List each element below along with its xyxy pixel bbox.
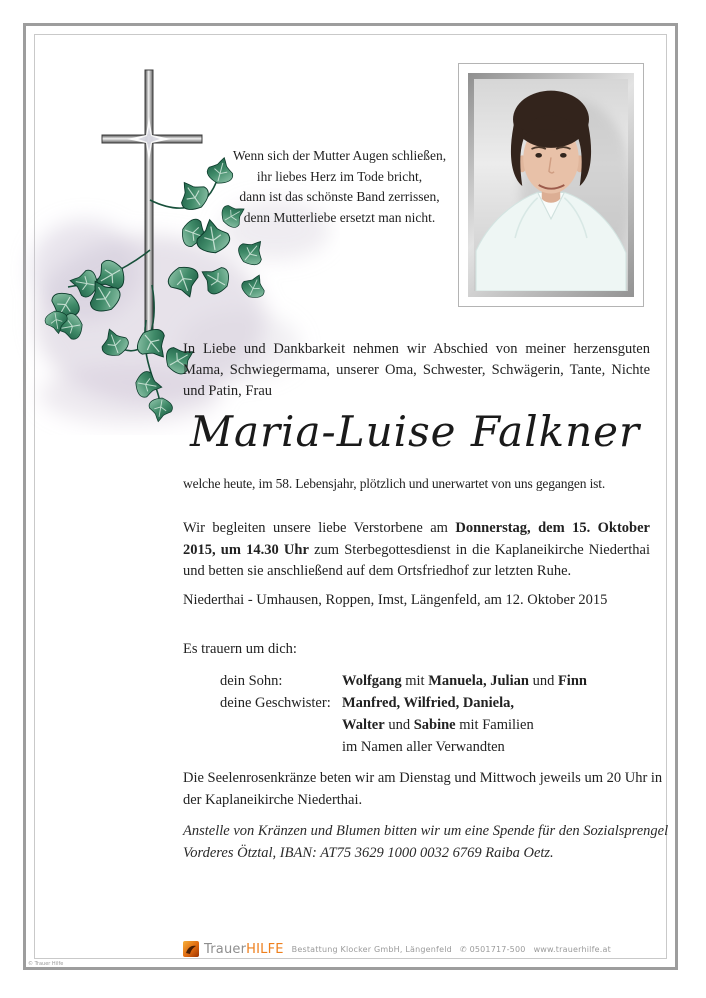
phone-icon: ✆ [459, 944, 467, 954]
mourner-text: mit Familien [455, 717, 534, 733]
funeral-text: Wir begleiten unsere liebe Verstorbene am [183, 520, 456, 536]
phone-block [460, 945, 526, 954]
mourner-line [342, 714, 587, 736]
poem-line: denn Mutterliebe ersetzt man nicht. [243, 209, 436, 225]
donation-paragraph: Anstelle von Kränzen und Blumen bitten wir um eine Spende für den Sozialsprengel Vorderes Ötztal, IBAN: AT75 3629 1000 0032 6769 Raiba Oetz. [183, 823, 669, 861]
place-date-line: Niederthai - Umhausen, Roppen, Imst, Längenfeld, am 12. Oktober 2015 [183, 592, 608, 608]
mourner-text: und [528, 673, 558, 689]
rosary-paragraph: Die Seelenrosenkränze beten wir am Dienstag und Mittwoch jeweils um 20 Uhr in der Kaplaneikirche Niederthai. [183, 770, 663, 808]
deceased-name: Maria-Luise Falkner [189, 407, 641, 456]
sparkle-icon [127, 117, 171, 161]
mourners-list [220, 670, 587, 758]
trauerhilfe-logo-icon [183, 941, 199, 957]
funeral-text: zum Sterbegottesdienst in die Kaplaneikirche Niederthai und betten sie anschließend auf dem Ortsfriedhof zur letzten Ruhe. [183, 541, 650, 579]
mourner-name: Finn [557, 673, 587, 689]
funeral-date-bold: Donnerstag, dem 15. Oktober 2015, um 14.30 Uhr [183, 520, 650, 558]
mourner-name: Sabine [413, 717, 456, 733]
mourner-names [342, 692, 587, 758]
mourner-text: im Namen aller Verwandten [342, 739, 505, 755]
intro-paragraph: In Liebe und Dankbarkeit nehmen wir Abschied von meiner herzensguten Mama, Schwiegermama, unserer Oma, Schwester, Schwägerin, Tante, Nichte und Patin, Frau [183, 341, 650, 399]
poem-line: dann ist das schönste Band zerrissen, [239, 189, 440, 204]
mourner-text: mit [401, 673, 429, 689]
mourner-name: Walter [342, 717, 385, 733]
poem-line: Wenn sich der Mutter Augen schließen, [232, 148, 447, 163]
mourner-name: Manfred, Wilfried, Daniela, [342, 695, 514, 711]
mourner-line [342, 736, 587, 758]
mourner-names [342, 670, 587, 692]
memorial-poem [222, 146, 457, 228]
brand-name [204, 942, 284, 957]
footer [183, 941, 611, 957]
poem-line: ihr liebes Herz im Tode bricht, [256, 168, 423, 184]
phone-number: 0501717-500 [469, 944, 526, 954]
mourner-name: Wolfgang [342, 673, 402, 689]
mourner-label: deine Geschwister: [220, 695, 331, 711]
brand-trauer: Trauer [204, 941, 247, 957]
portrait-photo-inner-frame [468, 73, 634, 297]
mourner-text: und [384, 717, 414, 733]
portrait-photo-frame [458, 63, 644, 307]
portrait-photo [474, 79, 628, 291]
age-line: welche heute, im 58. Lebensjahr, plötzlich und unerwartet von uns gegangen ist. [183, 476, 606, 491]
copyright-note: © Trauer Hilfe [28, 961, 64, 967]
website-url: www.trauerhilfe.at [533, 944, 611, 954]
company-info: Bestattung Klocker GmbH, Längenfeld [291, 944, 452, 954]
brand-hilfe: HILFE [246, 941, 284, 957]
mourning-heading: Es trauern um dich: [183, 641, 297, 657]
mourner-line [342, 692, 587, 714]
mourner-name: Manuela, Julian [428, 673, 529, 689]
funeral-paragraph [183, 518, 650, 583]
mourner-label: dein Sohn: [220, 673, 283, 689]
